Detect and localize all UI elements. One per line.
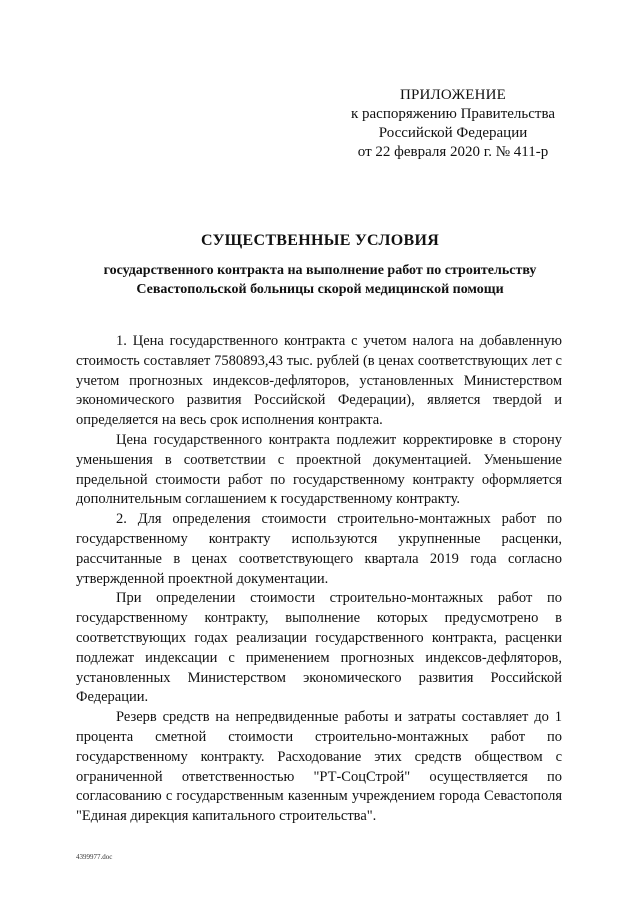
appendix-header bbox=[340, 86, 566, 162]
appendix-line-3: от 22 февраля 2020 г. № 411-р bbox=[357, 144, 549, 160]
appendix-title: ПРИЛОЖЕНИЕ bbox=[399, 87, 507, 103]
paragraph-3: 2. Для определения стоимости строительно-монтажных работ по государственному контракту используются укрупненные расценки, рассчитанные в ценах соответствующего квартала 2019 года согласно утвержденной проектной документации. bbox=[76, 511, 562, 587]
paragraph-4: При определении стоимости строительно-монтажных работ по государственному контракту, выполнение которых предусмотрено в соответствующих годах реализации государственного контракта, расценки подлежат индексации с применением прогнозных индексов-дефляторов, установленных Министерством экономического развития Российской Федерации. bbox=[76, 590, 562, 706]
document-body bbox=[76, 332, 562, 827]
file-name-footer: 4399977.doc bbox=[76, 853, 113, 861]
paragraph-1: 1. Цена государственного контракта с учетом налога на добавленную стоимость составляет 7580893,43 тыс. рублей (в ценах соответствующих лет с учетом прогнозных индексов-дефляторов, установленных Министерством экономического развития Российской Федерации), является твердой и определяется на весь срок исполнения контракта. bbox=[76, 333, 562, 429]
paragraph-2: Цена государственного контракта подлежит корректировке в сторону уменьшения в соответствии с проектной документацией. Уменьшение предельной стоимости работ по государственному контракту оформляется дополнительным соглашением к государственному контракту. bbox=[76, 431, 562, 508]
document-title: СУЩЕСТВЕННЫЕ УСЛОВИЯ bbox=[200, 232, 440, 249]
document-subtitle: государственного контракта на выполнение работ по строительству Севастопольской больницы скорой медицинской помощи bbox=[103, 263, 537, 297]
appendix-line-2: Российской Федерации bbox=[378, 125, 528, 141]
appendix-line-1: к распоряжению Правительства bbox=[350, 106, 555, 122]
paragraph-5: Резерв средств на непредвиденные работы и затраты составляет до 1 процента сметной стоимости строительно-монтажных работ по государственному контракту. Расходование этих средств обществом с ограниченной ответственностью "РТ-СоцСтрой" осуществляется по согласованию с государственным казенным учреждением города Севастополя "Единая дирекция капитального строительства". bbox=[76, 709, 562, 825]
